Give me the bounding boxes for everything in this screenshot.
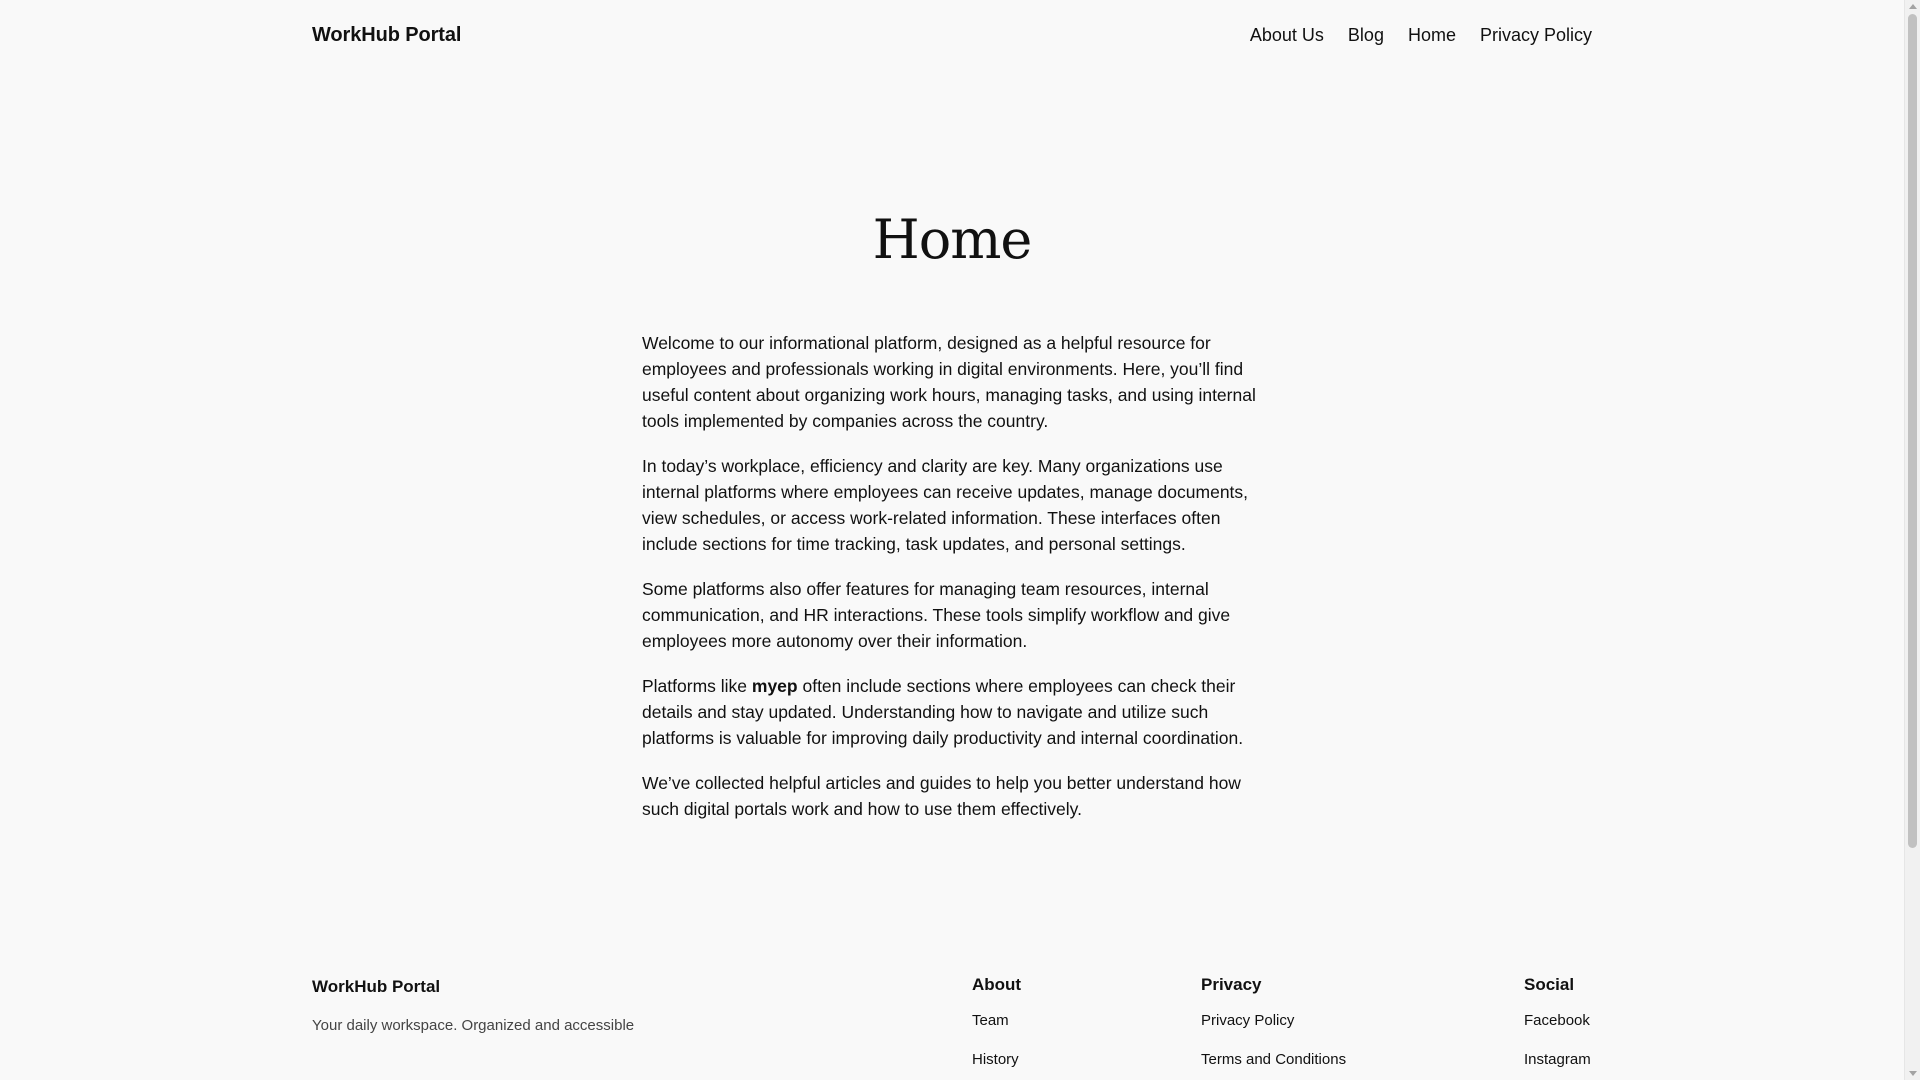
site-header <box>312 0 1592 70</box>
footer-column-social <box>1524 975 1591 1080</box>
footer-link-privacy-policy[interactable]: Privacy Policy <box>1201 1012 1295 1029</box>
footer-link-history[interactable]: History <box>972 1051 1019 1068</box>
footer-column-about <box>972 975 1021 1080</box>
footer-heading-about: About <box>972 975 1022 994</box>
nav-link-about-us[interactable]: About Us <box>1249 24 1324 45</box>
footer-link-instagram[interactable]: Instagram <box>1524 1051 1591 1068</box>
paragraph-features: Some platforms also offer features for managing team resources, internal communication, and HR interactions. These tools simplify workflow and give employees more autonomy over their information. <box>642 579 1231 651</box>
scroll-up-arrow-icon[interactable] <box>1909 4 1917 9</box>
scroll-down-arrow-icon[interactable] <box>1909 1071 1917 1076</box>
footer-link-team[interactable]: Team <box>972 1012 1009 1029</box>
main-navigation <box>1250 25 1592 46</box>
footer-heading-privacy: Privacy <box>1201 975 1262 994</box>
paragraph-platforms-start: Platforms like <box>642 676 752 696</box>
site-title-link[interactable]: WorkHub Portal <box>312 23 462 46</box>
nav-link-blog[interactable]: Blog <box>1347 24 1384 45</box>
footer-site-title[interactable]: WorkHub Portal <box>312 977 441 996</box>
footer-column-privacy <box>1201 975 1346 1080</box>
main-content <box>642 330 1264 841</box>
footer-link-terms[interactable]: Terms and Conditions <box>1201 1051 1347 1068</box>
paragraph-platforms-end: often include sections where employees can check their details and stay updated. Understanding how to navigate and utilize such platforms is valuable for improving daily productivity and internal coordination. <box>642 676 1244 748</box>
nav-link-home[interactable]: Home <box>1407 24 1456 45</box>
nav-link-privacy-policy[interactable]: Privacy Policy <box>1479 24 1592 45</box>
paragraph-intro: Welcome to our informational platform, designed as a helpful resource for employees and professionals working in digital environments. Here, you’ll find useful content about organizing work hours, managing tasks, and using internal tools implemented by companies across the country. <box>642 333 1256 431</box>
paragraph-guides: We’ve collected helpful articles and guides to help you better understand how such digital portals work and how to use them effectively. <box>642 773 1241 819</box>
paragraph-workplace: In today’s workplace, efficiency and clarity are key. Many organizations use internal platforms where employees can receive updates, manage documents, view schedules, or access work-related information. These interfaces often include sections for time tracking, task updates, and personal settings. <box>642 456 1249 554</box>
scrollbar-thumb[interactable] <box>1908 14 1917 848</box>
page-title: Home <box>872 208 1032 271</box>
footer-brand <box>312 975 634 1034</box>
paragraph-platforms <box>642 673 1264 751</box>
site-footer <box>312 975 1592 1080</box>
footer-tagline: Your daily workspace. Organized and accessible <box>312 1017 635 1034</box>
footer-link-facebook[interactable]: Facebook <box>1524 1012 1590 1029</box>
footer-heading-social: Social <box>1524 975 1575 994</box>
vertical-scrollbar[interactable] <box>1904 0 1920 1080</box>
brand-keyword: myep <box>751 676 798 696</box>
